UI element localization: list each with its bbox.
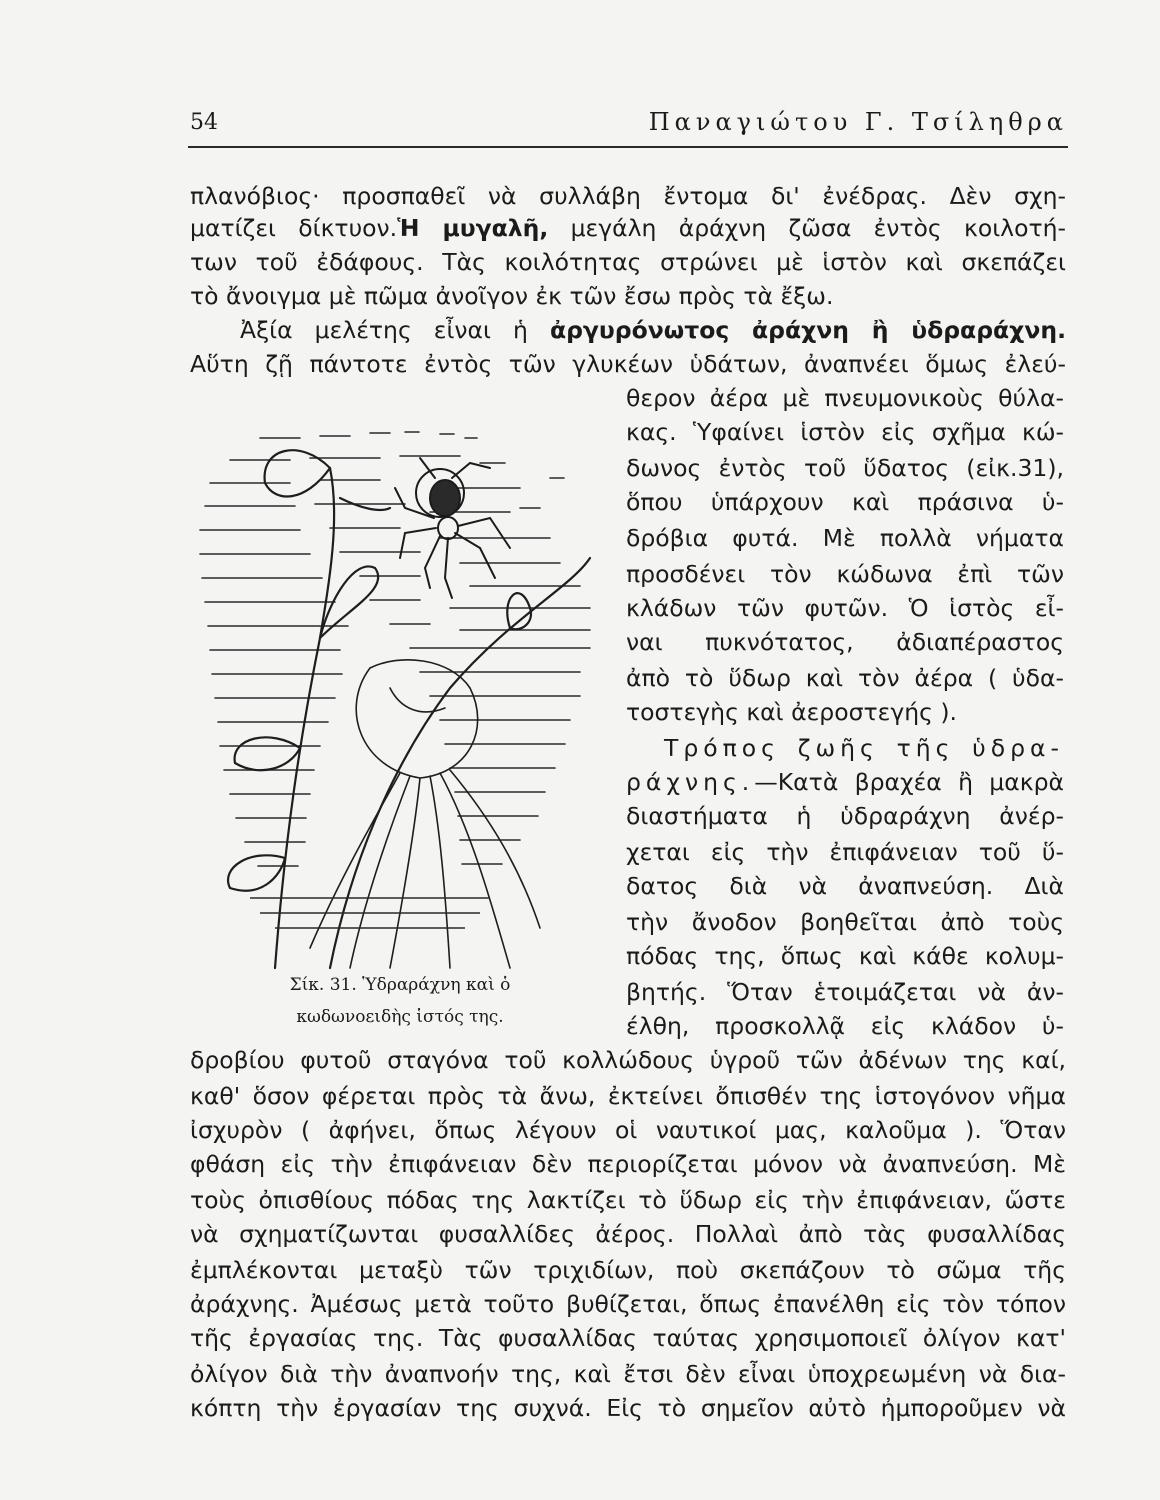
- header-rule: [188, 146, 1068, 148]
- text-line: έλθη, προσκολλᾷ εἰς κλάδον ὑ-: [626, 1012, 1064, 1040]
- diving-bell-web: [310, 660, 540, 968]
- running-header-author: Παναγιώτου Γ. Τσίληθρα: [648, 108, 1068, 136]
- text-line: τοὺς ὀπισθίους πόδας της λακτίζει τὸ ὕδωρ εἰς τὴν ἐπιφάνειαν, ὥστε: [190, 1186, 1066, 1214]
- text-line: ἀράχνης. Ἀμέσως μετὰ τοῦτο βυθίζεται, ὅπως ἐπανέλθη εἰς τὸν τόπον: [190, 1290, 1066, 1318]
- text-line: ἀπὸ τὸ ὕδωρ καὶ τὸν ἀέρα ( ὑδα-: [626, 664, 1064, 692]
- text-line: πόδας της, ὅπως καὶ κάθε κολυμ-: [626, 942, 1064, 970]
- text-line: Αὕτη ζῇ πάντοτε ἐντὸς τῶν γλυκέων ὑδάτων, ἀναπνέει ὅμως ἐλεύ-: [190, 350, 1066, 378]
- text-line: ὀλίγον διὰ τὴν ἀναπνοήν της, καὶ ἔτσι δὲν εἶναι ὑποχρεωμένη νὰ δια-: [190, 1360, 1066, 1388]
- spider-figure: [395, 458, 510, 598]
- text-line: καθ' ὅσον φέρεται πρὸς τὰ ἄνω, ἐκτείνει ὄπισθέν της ἱστογόνον νῆμα: [190, 1082, 1066, 1110]
- section-heading-end: ράχνης.: [626, 768, 755, 796]
- water-plant: [228, 450, 590, 968]
- text-line: κας. Ὑφαίνει ἱστὸν εἰς σχῆμα κώ-: [626, 418, 1064, 446]
- text-line: τὸ ἄνοιγμα μὲ πῶμα ἀνοῖγον ἐκ τῶν ἔσω πρὸς τὰ ἔξω.: [190, 282, 834, 310]
- water-hatching: [200, 432, 590, 866]
- text-line: διαστήματα ἡ ὑδραράχνη ἀνέρ-: [626, 802, 1064, 830]
- text-line: κόπτη τὴν ἐργασίαν της συχνά. Εἰς τὸ σημεῖον αὐτὸ ἠμποροῦμεν νὰ: [190, 1394, 1066, 1422]
- text-line: δωνος ἐντὸς τοῦ ὕδατος (εἰκ.31),: [626, 454, 1064, 482]
- text-line: των τοῦ ἐδάφους. Τὰς κοιλότητας στρώνει μὲ ἱστὸν καὶ σκεπάζει: [190, 248, 1066, 276]
- text-line: θερον ἀέρα μὲ πνευμονικοὺς θύλα-: [626, 384, 1064, 412]
- page-number: 54: [190, 110, 218, 135]
- text-segment: μεγάλη ἀράχνη ζῶσα ἐντὸς κοιλοτή-: [548, 214, 1066, 242]
- figure-bottom-hatch: [250, 898, 490, 928]
- term-water-spider: ἀργυρόνωτος ἀράχνη ἢ ὑδραράχνη.: [549, 316, 1066, 344]
- text-line: δροβίου φυτοῦ σταγόνα τοῦ κολλώδους ὑγροῦ τῶν ἀδένων της καί,: [190, 1046, 1066, 1074]
- text-line: κλάδων τῶν φυτῶν. Ὁ ἱστὸς εἶ-: [626, 594, 1064, 622]
- text-line: [240, 314, 1066, 346]
- section-heading: Τρόπος ζωῆς τῆς ὑδρα-: [664, 734, 1064, 762]
- text-line: [190, 212, 1066, 244]
- text-segment: ματίζει δίκτυον.: [190, 214, 398, 242]
- text-line: πλανόβιος· προσπαθεῖ νὰ συλλάβη ἔντομα δι' ἐνέδρας. Δὲν σχη-: [190, 182, 1066, 210]
- text-line: δρόβια φυτά. Μὲ πολλὰ νήματα: [626, 524, 1064, 552]
- text-line: τῆς ἐργασίας της. Τὰς φυσαλλίδας ταύτας χρησιμοποιεῖ ὀλίγον κατ': [190, 1324, 1066, 1352]
- figure-caption-line: κωδωνοειδὴς ἱστός της.: [296, 1007, 504, 1027]
- figure-caption-line: Σίκ. 31. Ὑδραράχνη καὶ ὁ: [289, 975, 511, 995]
- text-line: νὰ σχηματίζωνται φυσαλλίδες ἀέρος. Πολλαὶ ἀπὸ τὰς φυσαλλίδας: [190, 1220, 1066, 1248]
- text-segment: Ἀξία μελέτης εἶναι ἡ: [240, 316, 550, 344]
- text-line: ναι πυκνότατος, ἀδιαπέραστος: [626, 628, 1064, 656]
- text-line: δατος διὰ νὰ ἀναπνεύση. Διὰ: [626, 872, 1064, 900]
- term-mygali: Ἡ μυγαλῆ,: [397, 214, 549, 242]
- text-line: ἰσχυρὸν ( ἀφήνει, ὅπως λέγουν οἱ ναυτικοί μας, καλοῦμα ). Ὅταν: [190, 1116, 1066, 1144]
- text-line: [626, 766, 1064, 798]
- text-line: ἐμπλέκονται μεταξὺ τῶν τριχιδίων, ποὺ σκεπάζουν τὸ σῶμα τῆς: [190, 1256, 1066, 1284]
- text-line: φθάση εἰς τὴν ἐπιφάνειαν δὲν περιορίζεται μόνον νὰ ἀναπνεύση. Μὲ: [190, 1150, 1066, 1178]
- text-line: τοστεγὴς καὶ ἀεροστεγής ).: [626, 698, 958, 726]
- text-segment: —Κατὰ βραχέα ἢ μακρὰ: [754, 768, 1064, 796]
- text-line: ὅπου ὑπάρχουν καὶ πράσινα ὑ-: [626, 488, 1064, 516]
- text-line: βητής. Ὅταν ἑτοιμάζεται νὰ ἀν-: [626, 978, 1064, 1006]
- text-line: προσδένει τὸν κώδωνα ἐπὶ τῶν: [626, 560, 1064, 588]
- text-line: τὴν ἄνοδον βοηθεῖται ἀπὸ τοὺς: [626, 908, 1064, 936]
- water-spider-illustration: [190, 408, 610, 978]
- text-line: χεται εἰς τὴν ἐπιφάνειαν τοῦ ὕ-: [626, 838, 1064, 866]
